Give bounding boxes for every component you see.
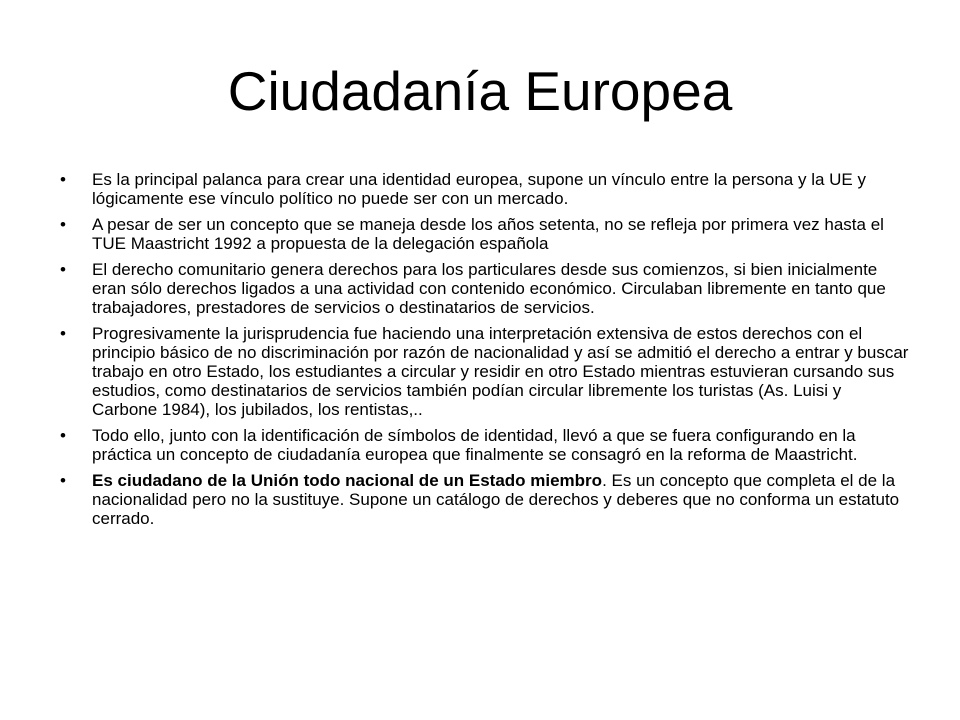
bullet-icon: •: [60, 426, 66, 445]
bullet-item: [60, 215, 910, 253]
bullet-item: [60, 426, 910, 464]
bullet-icon: •: [60, 324, 66, 343]
bullet-bold-text: Es ciudadano de la Unión todo nacional de un Estado miembro: [92, 471, 603, 490]
bullet-item: [60, 260, 910, 317]
bullet-text: Progresivamente la jurisprudencia fue haciendo una interpretación extensiva de estos derechos con el principio básico de no discriminación por razón de nacionalidad y así se admitió el derecho a entrar y buscar trabajo en otro Estado, los estudiantes a circular y residir en otro Estado mientras estuvieran cursando sus estudios, como destinatarios de servicios también podían circular libremente los turistas (As. Luisi y Carbone 1984), los jubilados, los rentistas,..: [92, 324, 909, 419]
bullet-item: [60, 170, 910, 208]
bullet-icon: •: [60, 215, 66, 234]
slide-title: Ciudadanía Europea: [227, 60, 733, 122]
bullet-text: El derecho comunitario genera derechos para los particulares desde sus comienzos, si bien inicialmente eran sólo derechos ligados a una actividad con contenido económico. Circulaban libremente en tanto que trabajadores, prestadores de servicios o destinatarios de servicios.: [92, 260, 886, 317]
bullet-text: A pesar de ser un concepto que se maneja desde los años setenta, no se refleja por primera vez hasta el TUE Maastricht 1992 a propuesta de la delegación española: [92, 215, 884, 253]
bullet-icon: •: [60, 170, 66, 189]
bullet-text: Todo ello, junto con la identificación de símbolos de identidad, llevó a que se fuera configurando en la práctica un concepto de ciudadanía europea que finalmente se consagró en la reforma de Maastricht.: [92, 426, 858, 464]
bullet-icon: •: [60, 471, 66, 490]
bullet-list: [60, 170, 910, 535]
bullet-text: . Es un concepto que completa el de la nacionalidad pero no la sustituye. Supone un catálogo de derechos y deberes que no conforma un estatuto cerrado.: [92, 471, 900, 528]
bullet-text: Es la principal palanca para crear una identidad europea, supone un vínculo entre la persona y la UE y lógicamente ese vínculo político no puede ser con un mercado.: [92, 170, 866, 208]
bullet-item: [60, 324, 910, 419]
bullet-icon: •: [60, 260, 66, 279]
bullet-item: [60, 471, 910, 528]
